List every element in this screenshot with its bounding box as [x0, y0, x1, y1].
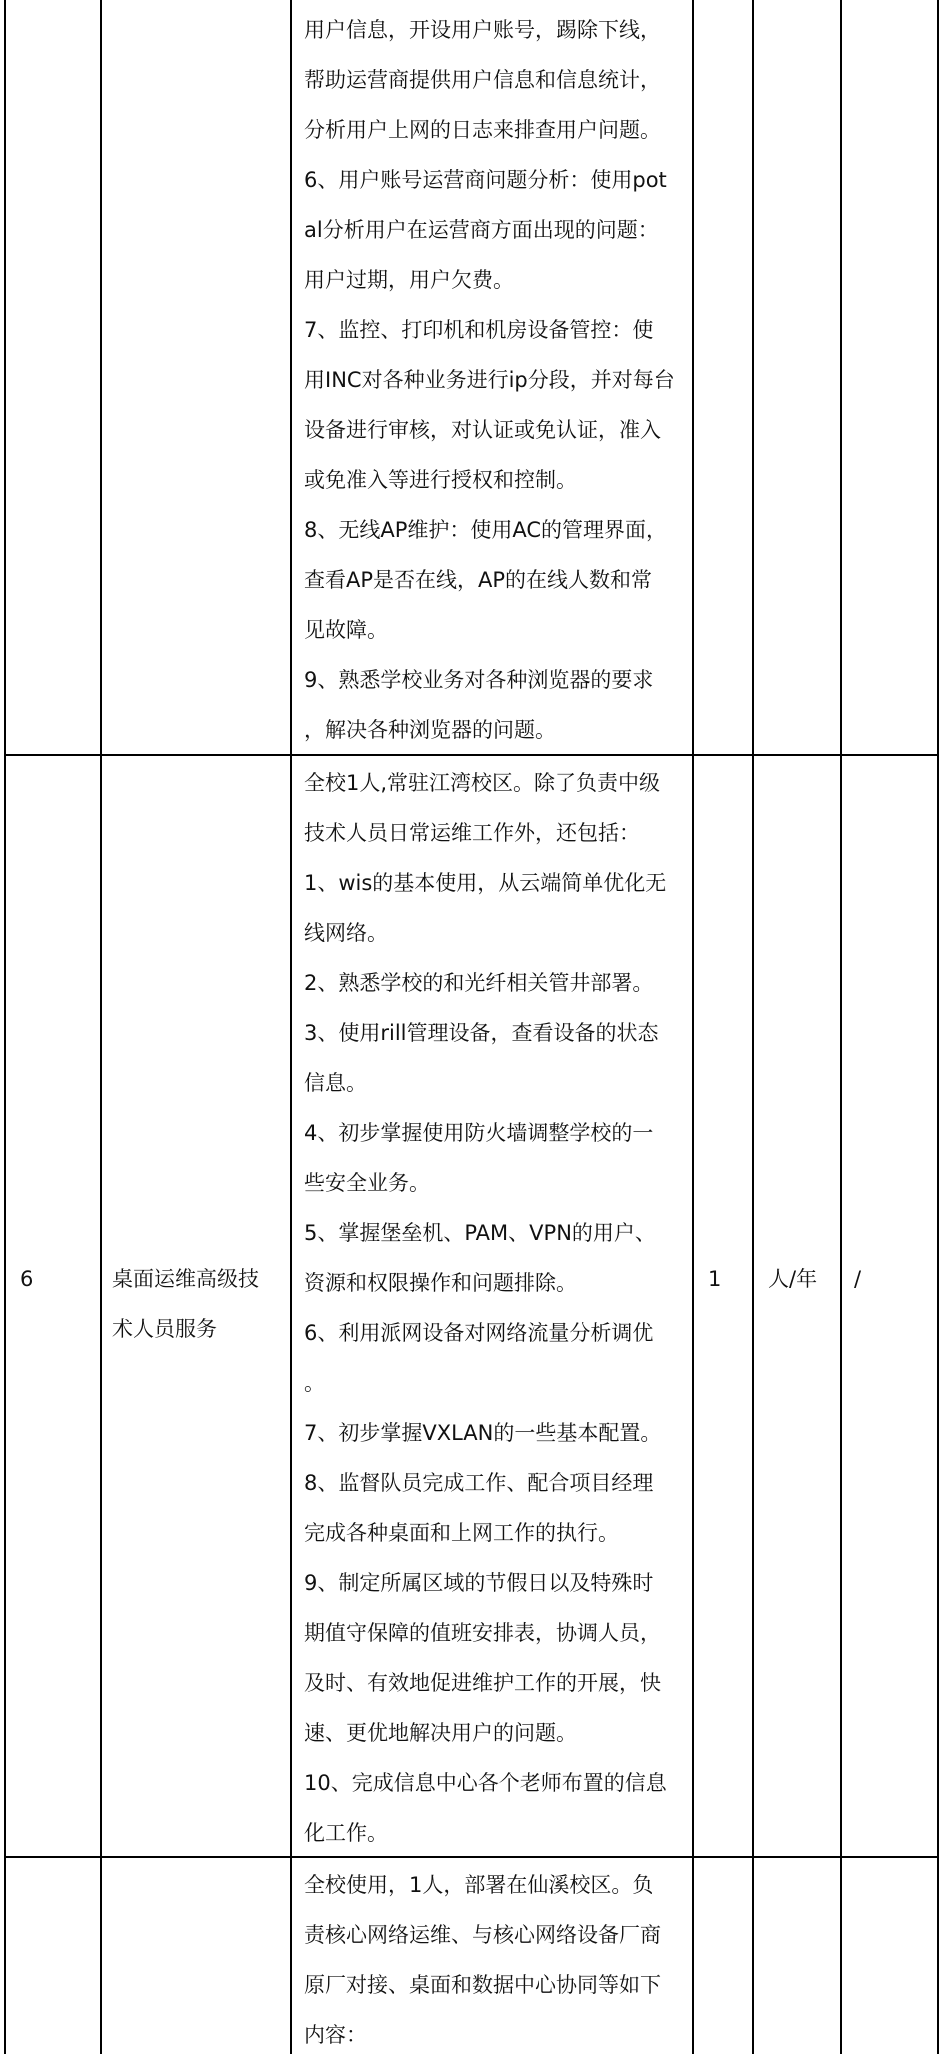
column-divider-unit — [840, 0, 842, 2054]
description-line: 及时、有效地促进维护工作的开展，快 — [304, 1671, 661, 1695]
description-line: 信息。 — [304, 1071, 367, 1095]
description-line: 7、监控、打印机和机房设备管控：使 — [304, 318, 654, 342]
description-line: 9、熟悉学校业务对各种浏览器的要求 — [304, 668, 654, 692]
service-name-line: 桌面运维高级技 — [112, 1267, 259, 1291]
description-line: 完成各种桌面和上网工作的执行。 — [304, 1521, 619, 1545]
description-line: 7、初步掌握VXLAN的一些基本配置。 — [304, 1421, 662, 1445]
column-divider-service — [290, 0, 292, 2054]
description-line: 2、熟悉学校的和光纤相关管井部署。 — [304, 971, 654, 995]
description-line: 查看AP是否在线，AP的在线人数和常 — [304, 568, 653, 592]
description-line: 全校1人,常驻江湾校区。除了负责中级 — [304, 771, 661, 795]
description-cell-continued — [304, 5, 689, 755]
description-line: 9、制定所属区域的节假日以及特殊时 — [304, 1571, 654, 1595]
description-line: 1、wis的基本使用，从云端简单优化无 — [304, 871, 667, 895]
description-line: 资源和权限操作和问题排除。 — [304, 1271, 577, 1295]
service-name-cell — [112, 1254, 284, 1354]
description-line: 10、完成信息中心各个老师布置的信息 — [304, 1771, 667, 1795]
description-line: 6、利用派网设备对网络流量分析调优 — [304, 1321, 654, 1345]
description-cell-row-6 — [304, 758, 689, 1858]
description-line: 5、掌握堡垒机、PAM、VPN的用户、 — [304, 1221, 656, 1245]
description-line: 3、使用rill管理设备，查看设备的状态 — [304, 1021, 659, 1045]
service-name-line: 术人员服务 — [112, 1317, 217, 1341]
description-line: 。 — [304, 1371, 325, 1395]
description-line: 线网络。 — [304, 921, 388, 945]
remark-value: / — [854, 1267, 862, 1291]
unit-value: 人/年 — [768, 1267, 818, 1291]
description-line: 4、初步掌握使用防火墙调整学校的一 — [304, 1121, 654, 1145]
description-line: 责核心网络运维、与核心网络设备厂商 — [304, 1923, 661, 1947]
description-cell-next — [304, 1860, 689, 2060]
description-line: 用户信息，开设用户账号，踢除下线， — [304, 18, 661, 42]
description-line: 期值守保障的值班安排表，协调人员， — [304, 1621, 661, 1645]
description-line: 8、监督队员完成工作、配合项目经理 — [304, 1471, 654, 1495]
description-line: al分析用户在运营商方面出现的问题： — [304, 218, 659, 242]
table-border-left — [4, 0, 6, 2054]
description-line: 帮助运营商提供用户信息和信息统计， — [304, 68, 661, 92]
description-line: 化工作。 — [304, 1821, 388, 1845]
row-number: 6 — [20, 1267, 34, 1291]
column-divider-description — [692, 0, 694, 2054]
quantity-value: 1 — [708, 1267, 722, 1291]
description-line: 内容： — [304, 2023, 367, 2047]
description-line: 技术人员日常运维工作外，还包括： — [304, 821, 640, 845]
description-line: 6、用户账号运营商问题分析：使用pot — [304, 168, 667, 192]
table-border-right — [937, 0, 939, 2054]
column-divider-quantity — [752, 0, 754, 2054]
description-line: 8、无线AP维护：使用AC的管理界面， — [304, 518, 668, 542]
description-line: 用INC对各种业务进行ip分段，并对每台 — [304, 368, 675, 392]
column-divider-no — [100, 0, 102, 2054]
description-line: 分析用户上网的日志来排查用户问题。 — [304, 118, 661, 142]
description-line: 见故障。 — [304, 618, 388, 642]
description-line: 全校使用，1人，部署在仙溪校区。负 — [304, 1873, 654, 1897]
description-line: 设备进行审核，对认证或免认证，准入 — [304, 418, 661, 442]
description-line: 速、更优地解决用户的问题。 — [304, 1721, 577, 1745]
description-line: ，解决各种浏览器的问题。 — [304, 718, 556, 742]
description-line: 或免准入等进行授权和控制。 — [304, 468, 577, 492]
description-line: 些安全业务。 — [304, 1171, 430, 1195]
description-line: 用户过期，用户欠费。 — [304, 268, 514, 292]
description-line: 原厂对接、桌面和数据中心协同等如下 — [304, 1973, 661, 1997]
